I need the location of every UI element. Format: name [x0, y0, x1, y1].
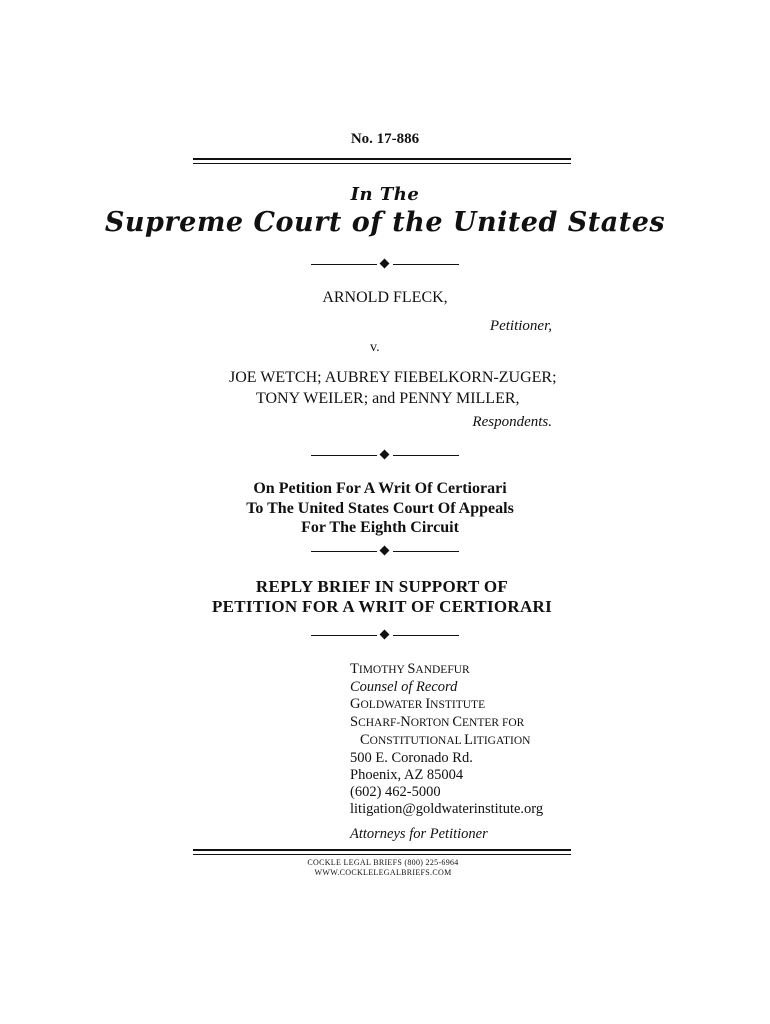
printer-footer-line-1: COCKLE LEGAL BRIEFS (800) 225-6964: [307, 858, 459, 867]
petitioner-name: ARNOLD FLECK,: [322, 289, 448, 306]
petition-heading-line-1: On Petition For A Writ Of Certiorari: [253, 480, 507, 497]
top-rule-thin: [193, 163, 571, 164]
section-divider: [311, 259, 459, 271]
counsel-center-line-2: CONSTITUTIONAL LITIGATION: [360, 732, 531, 748]
counsel-address-2: Phoenix, AZ 85004: [350, 767, 464, 783]
counsel-role: Counsel of Record: [350, 679, 458, 695]
counsel-block: [350, 661, 543, 843]
counsel-email: litigation@goldwaterinstitute.org: [350, 801, 544, 817]
section-divider: [311, 546, 459, 558]
counsel-name: TIMOTHY SANDEFUR: [350, 661, 470, 677]
printer-footer: [0, 858, 768, 878]
petitioner-label: Petitioner,: [489, 318, 552, 334]
respondents-line-1: JOE WETCH; AUBREY FIEBELKORN-ZUGER;: [229, 369, 557, 386]
petition-heading-line-2: To The United States Court Of Appeals: [246, 500, 514, 517]
court-name: Supreme Court of the United States: [104, 207, 666, 238]
court-in-the: In The: [350, 184, 420, 205]
section-divider: [311, 450, 459, 462]
top-rule-thick: [193, 158, 571, 160]
versus: v.: [370, 340, 380, 355]
counsel-organization: GOLDWATER INSTITUTE: [350, 696, 486, 712]
section-divider: [311, 630, 459, 642]
brief-title-line-1: REPLY BRIEF IN SUPPORT OF: [255, 577, 509, 596]
respondents-line-2: TONY WEILER; and PENNY MILLER,: [256, 390, 520, 407]
docket-number: No. 17-886: [350, 131, 420, 147]
respondents-label: Respondents.: [472, 414, 552, 430]
bottom-rule-thick: [193, 849, 571, 851]
counsel-address-1: 500 E. Coronado Rd.: [350, 750, 473, 766]
petition-heading-line-3: For The Eighth Circuit: [301, 519, 459, 536]
brief-title-line-2: PETITION FOR A WRIT OF CERTIORARI: [211, 597, 553, 616]
attorneys-for: Attorneys for Petitioner: [350, 826, 488, 842]
counsel-phone: (602) 462-5000: [350, 784, 441, 800]
printer-footer-line-2: WWW.COCKLELEGALBRIEFS.COM: [314, 868, 452, 877]
bottom-rule-thin: [193, 854, 571, 855]
counsel-center-line-1: SCHARF-NORTON CENTER FOR: [350, 714, 525, 730]
